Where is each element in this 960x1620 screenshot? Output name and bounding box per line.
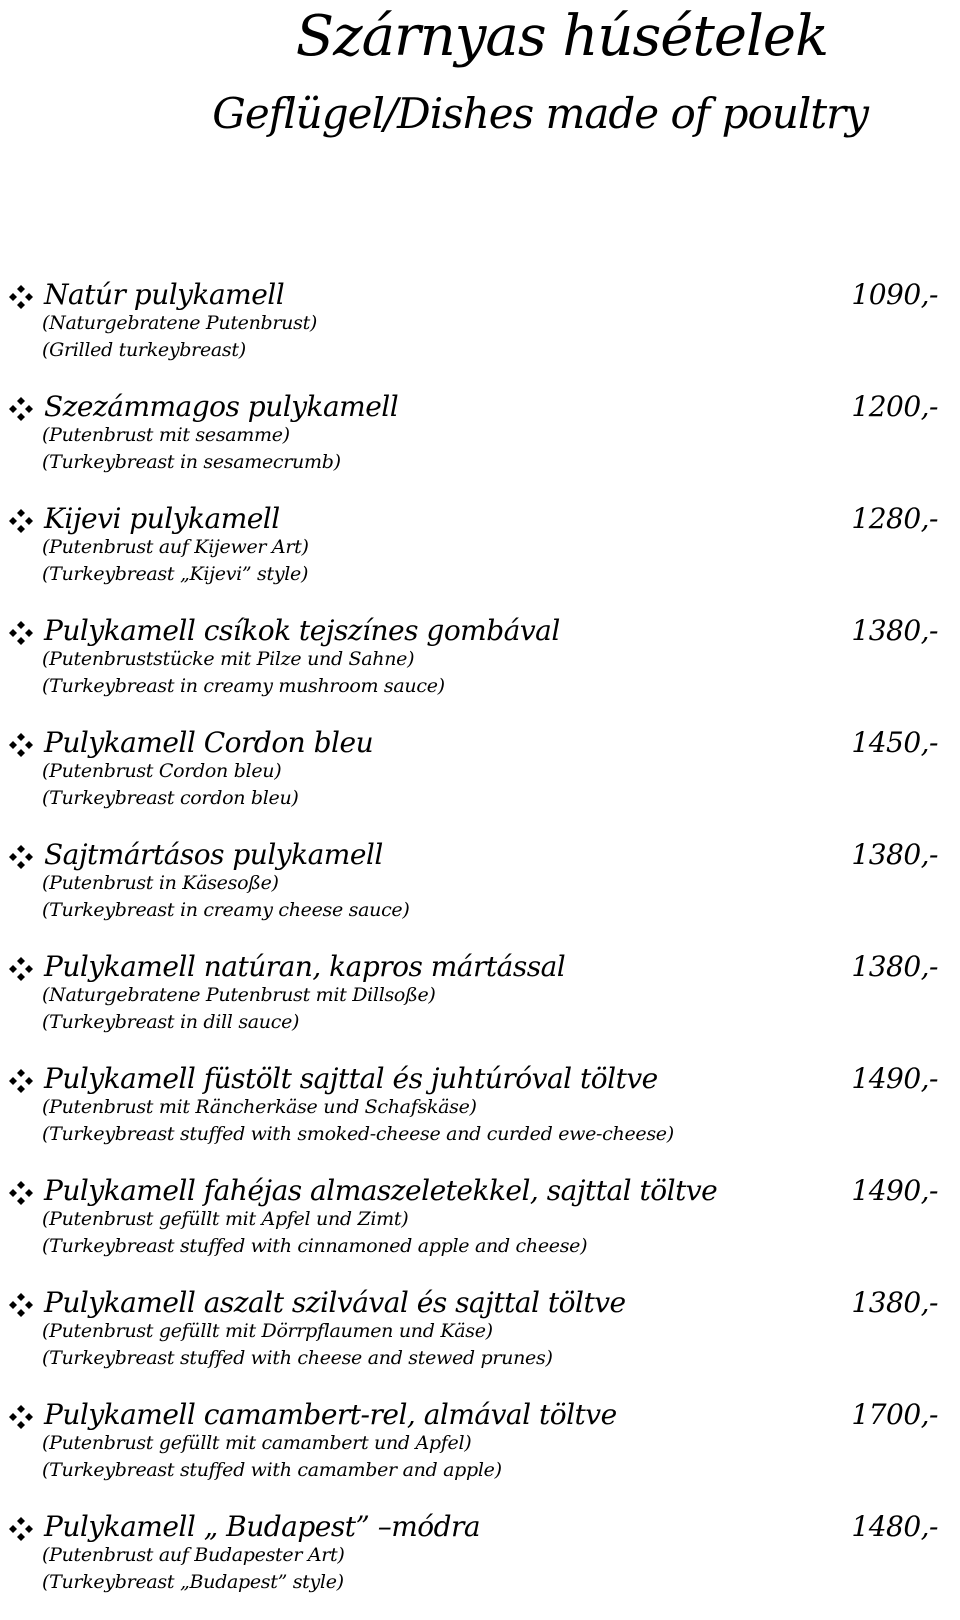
four-diamond-bullet-icon: [8, 620, 34, 646]
dish-price: 1200,-: [851, 390, 938, 423]
page-title: Szárnyas húsételek: [295, 4, 828, 69]
dish-item: [0, 612, 960, 724]
dish-price: 1490,-: [851, 1062, 938, 1095]
dish-item: [0, 948, 960, 1060]
four-diamond-bullet-icon: [8, 1516, 34, 1542]
dish-name-english: (Turkeybreast in creamy cheese sauce): [42, 899, 410, 921]
dish-name: Pulykamell fahéjas almaszeletekkel, sajttal töltve: [44, 1174, 718, 1207]
dish-name: Sajtmártásos pulykamell: [44, 838, 383, 871]
dish-name: Pulykamell „ Budapest” –módra: [44, 1510, 481, 1543]
dish-price: 1380,-: [851, 950, 938, 983]
four-diamond-bullet-icon: [8, 1404, 34, 1430]
dish-name-german: (Putenbrust auf Budapester Art): [42, 1544, 345, 1566]
dish-name: Pulykamell natúran, kapros mártással: [44, 950, 566, 983]
dish-price: 1490,-: [851, 1174, 938, 1207]
dish-name-english: (Turkeybreast in sesamecrumb): [42, 451, 341, 473]
dish-name-german: (Putenbrust mit sesamme): [42, 424, 290, 446]
dish-name-english: (Turkeybreast stuffed with cinnamoned apple and cheese): [42, 1235, 588, 1257]
dish-price: 1380,-: [851, 1286, 938, 1319]
four-diamond-bullet-icon: [8, 1180, 34, 1206]
dish-name-german: (Putenbrust mit Räncherkäse und Schafskäse): [42, 1096, 477, 1118]
dish-name: Pulykamell aszalt szilvával és sajttal töltve: [44, 1286, 626, 1319]
dish-item: [0, 388, 960, 500]
dish-list: [0, 276, 960, 1620]
dish-name-english: (Grilled turkeybreast): [42, 339, 246, 361]
dish-price: 1700,-: [851, 1398, 938, 1431]
dish-name-german: (Putenbrust in Käsesoße): [42, 872, 279, 894]
dish-name-english: (Turkeybreast in dill sauce): [42, 1011, 300, 1033]
dish-name: Pulykamell füstölt sajttal és juhtúróval töltve: [44, 1062, 658, 1095]
four-diamond-bullet-icon: [8, 396, 34, 422]
dish-item: [0, 1060, 960, 1172]
page-subtitle: Geflügel/Dishes made of poultry: [212, 89, 868, 138]
four-diamond-bullet-icon: [8, 284, 34, 310]
dish-name: Kijevi pulykamell: [44, 502, 280, 535]
four-diamond-bullet-icon: [8, 1068, 34, 1094]
dish-name-german: (Naturgebratene Putenbrust): [42, 312, 318, 334]
dish-name-german: (Putenbrust gefüllt mit Dörrpflaumen und Käse): [42, 1320, 493, 1342]
dish-name: Pulykamell csíkok tejszínes gombával: [44, 614, 560, 647]
dish-name-english: (Turkeybreast „Kijevi” style): [42, 563, 309, 585]
dish-price: 1380,-: [851, 838, 938, 871]
dish-item: [0, 1172, 960, 1284]
dish-item: [0, 836, 960, 948]
four-diamond-bullet-icon: [8, 844, 34, 870]
dish-item: [0, 724, 960, 836]
dish-name-german: (Putenbruststücke mit Pilze und Sahne): [42, 648, 415, 670]
dish-name-german: (Putenbrust Cordon bleu): [42, 760, 282, 782]
dish-item: [0, 500, 960, 612]
dish-name-english: (Turkeybreast stuffed with smoked-cheese and curded ewe-cheese): [42, 1123, 674, 1145]
dish-item: [0, 1508, 960, 1620]
dish-name-english: (Turkeybreast cordon bleu): [42, 787, 299, 809]
dish-name: Pulykamell camambert-rel, almával töltve: [44, 1398, 617, 1431]
dish-name-english: (Turkeybreast in creamy mushroom sauce): [42, 675, 445, 697]
dish-price: 1280,-: [851, 502, 938, 535]
dish-price: 1450,-: [851, 726, 938, 759]
four-diamond-bullet-icon: [8, 1292, 34, 1318]
four-diamond-bullet-icon: [8, 508, 34, 534]
dish-price: 1090,-: [851, 278, 938, 311]
dish-name-english: (Turkeybreast „Budapest” style): [42, 1571, 344, 1593]
dish-price: 1380,-: [851, 614, 938, 647]
dish-name-german: (Putenbrust auf Kijewer Art): [42, 536, 309, 558]
dish-item: [0, 1396, 960, 1508]
dish-price: 1480,-: [851, 1510, 938, 1543]
dish-name-german: (Putenbrust gefüllt mit Apfel und Zimt): [42, 1208, 409, 1230]
dish-name-german: (Putenbrust gefüllt mit camambert und Apfel): [42, 1432, 472, 1454]
dish-name: Szezámmagos pulykamell: [44, 390, 399, 423]
dish-name: Pulykamell Cordon bleu: [44, 726, 374, 759]
four-diamond-bullet-icon: [8, 732, 34, 758]
dish-item: [0, 276, 960, 388]
dish-name: Natúr pulykamell: [44, 278, 285, 311]
dish-name-english: (Turkeybreast stuffed with cheese and stewed prunes): [42, 1347, 553, 1369]
dish-name-english: (Turkeybreast stuffed with camamber and apple): [42, 1459, 502, 1481]
four-diamond-bullet-icon: [8, 956, 34, 982]
dish-name-german: (Naturgebratene Putenbrust mit Dillsoße): [42, 984, 436, 1006]
dish-item: [0, 1284, 960, 1396]
